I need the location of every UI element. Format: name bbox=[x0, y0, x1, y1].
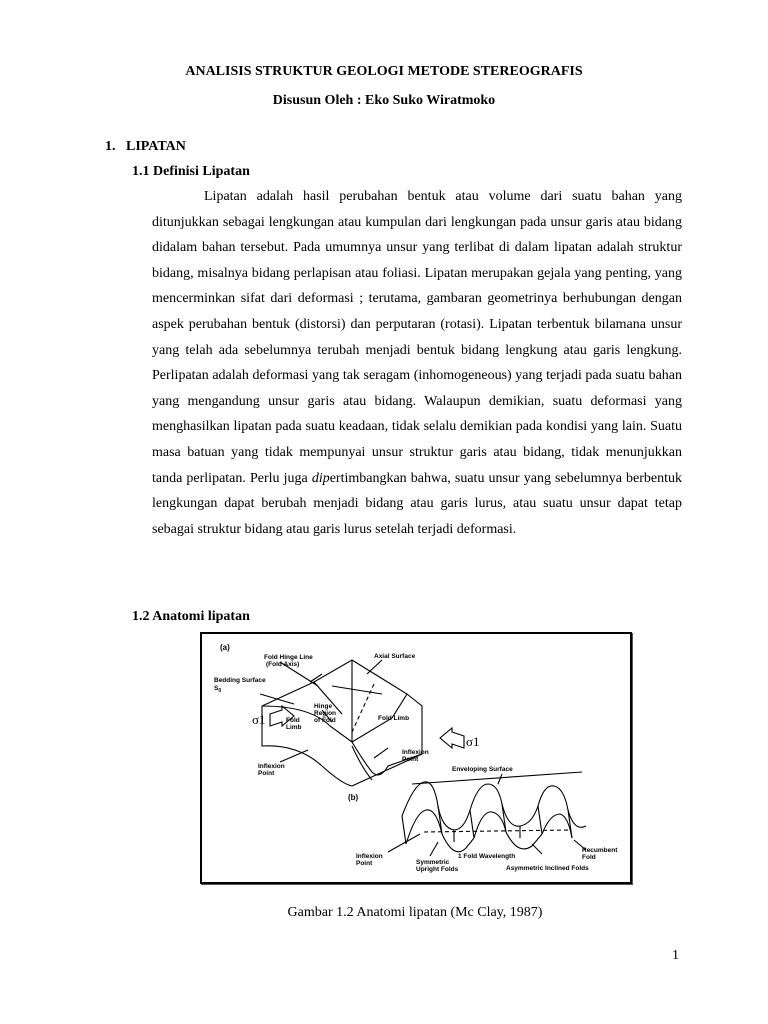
fold-limb-right-label: Fold Limb bbox=[378, 715, 410, 722]
sigma-left-label: σ1 bbox=[252, 712, 266, 727]
fold-anatomy-diagram bbox=[202, 634, 630, 882]
fold-axis-label: (Fold Axis) bbox=[266, 661, 300, 668]
paragraph-text-2: ertimbangkan bahwa, suatu unsur yang sebelumnya berbentuk lengkungan dapat berubah menjadi bidang atau garis lurus, atau suatu unsur dapat tetap sebagai struktur bidang atau garis lurus setelah terjadi deformasi. bbox=[152, 470, 682, 537]
page-number: 1 bbox=[672, 948, 679, 963]
axial-surface-label: Axial Surface bbox=[374, 653, 416, 660]
hinge-region-label-1: Hinge bbox=[314, 703, 333, 710]
document-author: Disusun Oleh : Eko Suko Wiratmoko bbox=[272, 93, 496, 108]
paragraph-text-1: Lipatan adalah hasil perubahan bentuk atau volume dari suatu bahan yang ditunjukkan sebagai lengkungan atau kumpulan dari lengkungan pada unsur garis atau bidang didalam bahan tersebut. Pada umumnya unsur yang terlibat di dalam lipatan adalah struktur bidang, misalnya bidang perlapisan atau foliasi. Lipatan merupakan gejala yang penting, yang mencerminkan sifat dari deformasi ; terutama, gambaran geometrinya berhubungan dengan aspek perubahan bentuk (distorsi) dan perputaran (rotasi). Lipatan terbentuk bilamana unsur yang telah ada sebelumnya terubah menjadi bentuk bidang lengkung atau garis lengkung. Perlipatan adalah deformasi yang tak seragam (inhomogeneous) yang terjadi pada suatu bahan yang mengandung unsur garis atau bidang. Walaupun demikian, suatu deformasi yang menghasilkan lipatan pada suatu keadaan, tidak selalu demikian pada kondisi yang lain. Suatu masa batuan yang tidak mempunyai unsur struktur garis atau bidang, tidak menunjukkan tanda perlipatan. Perlu juga bbox=[152, 189, 682, 486]
inflexion-point-left-label-1: Inflexion bbox=[258, 763, 285, 770]
bedding-surface-label: Bedding Surface bbox=[214, 677, 266, 684]
fold-hinge-line-label: Fold Hinge Line bbox=[264, 654, 313, 661]
inflexion-point-b-label-2: Point bbox=[356, 860, 373, 867]
inflexion-point-right-label-1: Inflexion bbox=[402, 749, 429, 756]
recumbent-fold-label-1: Recumbent bbox=[582, 847, 618, 854]
subsection-heading-definisi: 1.1 Definisi Lipatan bbox=[132, 164, 250, 179]
subsection-heading-anatomi: 1.2 Anatomi lipatan bbox=[132, 609, 250, 624]
section-heading-lipatan: 1. LIPATAN bbox=[105, 139, 186, 154]
fold-anatomy-figure bbox=[200, 632, 632, 884]
figure-caption: Gambar 1.2 Anatomi lipatan (Mc Clay, 1987) bbox=[287, 905, 543, 920]
s0-label: $S_0$ bbox=[214, 685, 222, 694]
wavelength-label: 1 Fold Wavelength bbox=[458, 853, 516, 860]
recumbent-fold-label-2: Fold bbox=[582, 854, 596, 861]
fold-limb-left-label-1: Fold bbox=[286, 717, 300, 724]
definition-paragraph bbox=[152, 184, 682, 542]
panel-a-label: (a) bbox=[220, 643, 230, 652]
fold-limb-left-label-2: Limb bbox=[286, 724, 302, 731]
hinge-region-label-3: of Fold bbox=[314, 717, 336, 724]
sigma-right-label: σ1 bbox=[466, 734, 480, 749]
symmetric-folds-label-1: Symmetric bbox=[416, 859, 450, 866]
enveloping-surface-label: Enveloping Surface bbox=[452, 766, 513, 773]
inflexion-point-right-label-2: Point bbox=[402, 756, 419, 763]
symmetric-folds-label-2: Upright Folds bbox=[416, 866, 459, 873]
asymmetric-folds-label: Asymmetric Inclined Folds bbox=[506, 865, 589, 872]
panel-b-label: (b) bbox=[348, 793, 359, 802]
inflexion-point-b-label-1: Inflexion bbox=[356, 853, 383, 860]
figure-labels bbox=[214, 643, 618, 873]
inflexion-point-left-label-2: Point bbox=[258, 770, 275, 777]
hinge-region-label-2: Region bbox=[314, 710, 337, 717]
paragraph-italic-dip: dip bbox=[311, 470, 330, 486]
document-title: ANALISIS STRUKTUR GEOLOGI METODE STEREOGRAFIS bbox=[185, 64, 583, 79]
